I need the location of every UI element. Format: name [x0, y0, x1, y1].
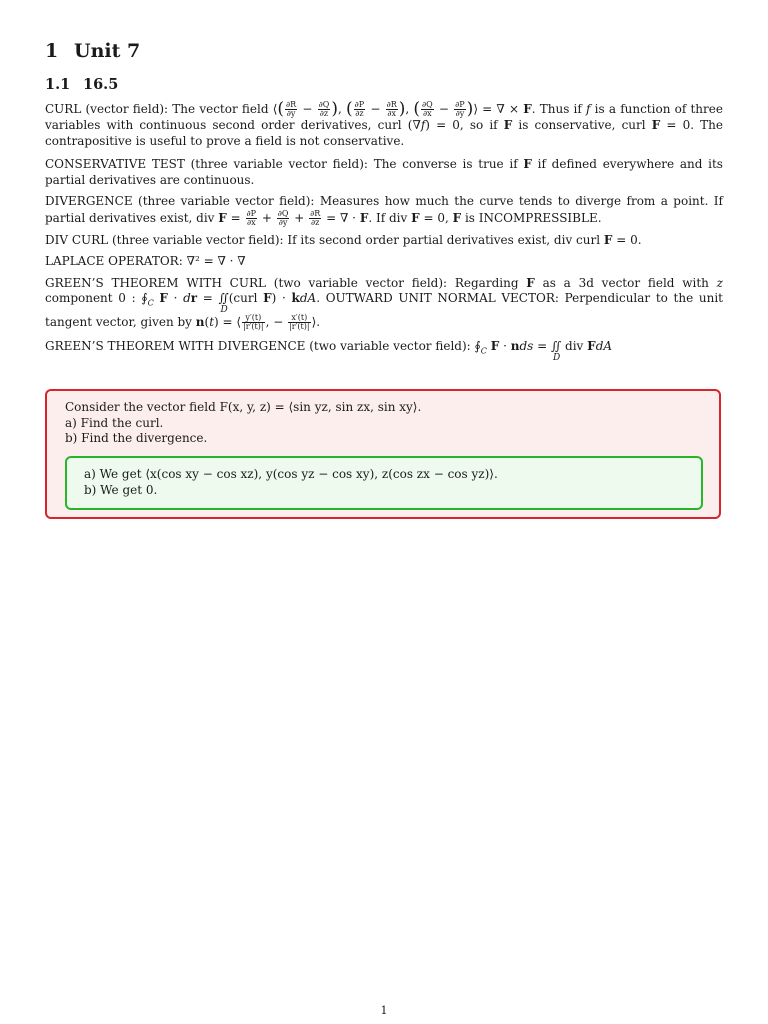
subsection-heading [45, 76, 118, 93]
divergence-text-1: (three variable vector field): Measures how much the curve tends to diverge from a point. If partial derivatives exist, div [45, 194, 723, 225]
conservative-text-1: (three variable vector field): The converse is true if [190, 157, 518, 171]
greens-divergence-term: GREEN’S THEOREM WITH DIVERGENCE [45, 338, 306, 353]
subsection-title: 16.5 [83, 76, 119, 93]
conservative-text-2: if defined everywhere and its partial derivatives are continuous. [45, 157, 723, 187]
subsection-number: 1.1 [45, 76, 71, 93]
divergence-term: DIVERGENCE [45, 194, 133, 208]
divergence-text-2: If div [375, 210, 408, 225]
curl-text-5: is conservative, curl [518, 118, 646, 132]
curl-text-6: = 0. The contrapositive is useful to prove a field is not conservative. [45, 118, 723, 148]
question-field: F(x, y, z) = ⟨sin yz, sin zx, sin xy⟩. [219, 400, 422, 414]
conservative-test-definition: CONSERVATIVE TEST (three variable vector field): The converse is true if F if defined everywhere and its partial derivatives are continuous. [45, 157, 723, 187]
greens-curl-text-3: component 0 : [45, 291, 136, 305]
example-box [45, 389, 721, 519]
definitions [45, 98, 723, 365]
greens-curl-definition: GREEN’S THEOREM WITH CURL (two variable vector field): Regarding F as a 3d vector field with z component 0 : $∮_C$ F · dr = ∬ D (curl F) · kdA. OUTWARD UNIT NORMAL VECTOR: Perpendicular to the unit tangent vector, given by n(t) = ⟨ $\frac{y'(t)}{|r'(t)|}$ , − $\frac{x'(t)}{|r'(t)|}$ ⟩. [45, 275, 723, 331]
curl-context: (vector field): [85, 102, 169, 116]
curl-text-2: Thus if [539, 102, 582, 116]
curl-text-1: The vector field [172, 102, 269, 116]
curl-text-3: is a function of three variables with continuous second order derivatives, curl (∇ [45, 102, 723, 132]
div-curl-definition: DIV CURL (three variable vector field): If its second order partial derivatives exist, div curl F = 0. [45, 232, 642, 247]
greens-divergence-definition: GREEN’S THEOREM WITH DIVERGENCE (two variable vector field): $∮_C$ F · nds = ∬ D div FdA [45, 338, 613, 363]
curl-term: CURL [45, 102, 82, 116]
greens-curl-text-2: as a 3d vector field with [542, 275, 709, 290]
divergence-definition: DIVERGENCE (three variable vector field): Measures how much the curve tends to diverge from a point. If partial derivatives exist, div F = $\frac{\partial P}{\partial x}$ + $\frac{\partial Q}{\partial y}$ + $\frac{\partial R}{\partial z}$ = ∇ · F. If div F = 0, F is INCOMPRESSIBLE. [45, 194, 723, 227]
div-curl-text: (three variable vector field): If its second order partial derivatives exist, div curl [111, 232, 601, 247]
answer-line-1: a) We get ⟨x(cos xy − cos xz), y(cos yz − cos xy), z(cos zx − cos yz)⟩. [84, 467, 498, 481]
laplace-definition [45, 254, 723, 270]
question-intro: Consider the vector field [65, 400, 216, 414]
solution-text [84, 467, 498, 498]
laplace-text: ∇² = ∇ · ∇ [186, 254, 246, 268]
conservative-test-term: CONSERVATIVE TEST [45, 157, 185, 171]
question-line-3: b) Find the divergence. [65, 431, 208, 445]
example-question [65, 400, 421, 447]
section-heading [45, 40, 140, 62]
section-number: 1 [45, 40, 59, 62]
question-line-1 [65, 400, 421, 416]
greens-divergence-text: (two variable vector field): [309, 338, 471, 353]
divergence-text-3: is INCOMPRESSIBLE. [464, 210, 602, 225]
curl-definition: CURL (vector field): The vector field ⟨( $\frac{\partial R}{\partial y}$ − $\frac{\partial Q}{\partial z}$ ), ( $\frac{\partial P}{\partial z}$ − $\frac{\partial R}{\partial x}$ ), ( $\frac{\partial Q}{\partial x}$ − $\frac{\partial P}{\partial y}$ )⟩ = ∇ × F. Thus if f is a function of three variables with continuous second order derivatives, curl (∇f) = 0, so if F is conservative, curl F = 0. The contrapositive is useful to prove a field is not conservative. [45, 98, 723, 148]
solution-box [65, 456, 703, 510]
page-number: 1 [380, 1004, 388, 1017]
question-line-2: a) Find the curl. [65, 415, 164, 430]
laplace-term: LAPLACE OPERATOR: [45, 254, 183, 268]
section-title: Unit 7 [74, 40, 141, 62]
curl-text-4: ) = 0, so if [425, 118, 498, 132]
greens-curl-text-4: OUTWARD UNIT NORMAL VECTOR: Perpendicular to the unit tangent vector, given by [45, 291, 723, 329]
div-curl-term: DIV CURL [45, 232, 109, 247]
greens-curl-term: GREEN’S THEOREM WITH CURL [45, 275, 266, 290]
answer-line-2: b) We get 0. [84, 482, 158, 497]
greens-curl-text-1: (two variable vector field): Regarding [273, 275, 519, 290]
